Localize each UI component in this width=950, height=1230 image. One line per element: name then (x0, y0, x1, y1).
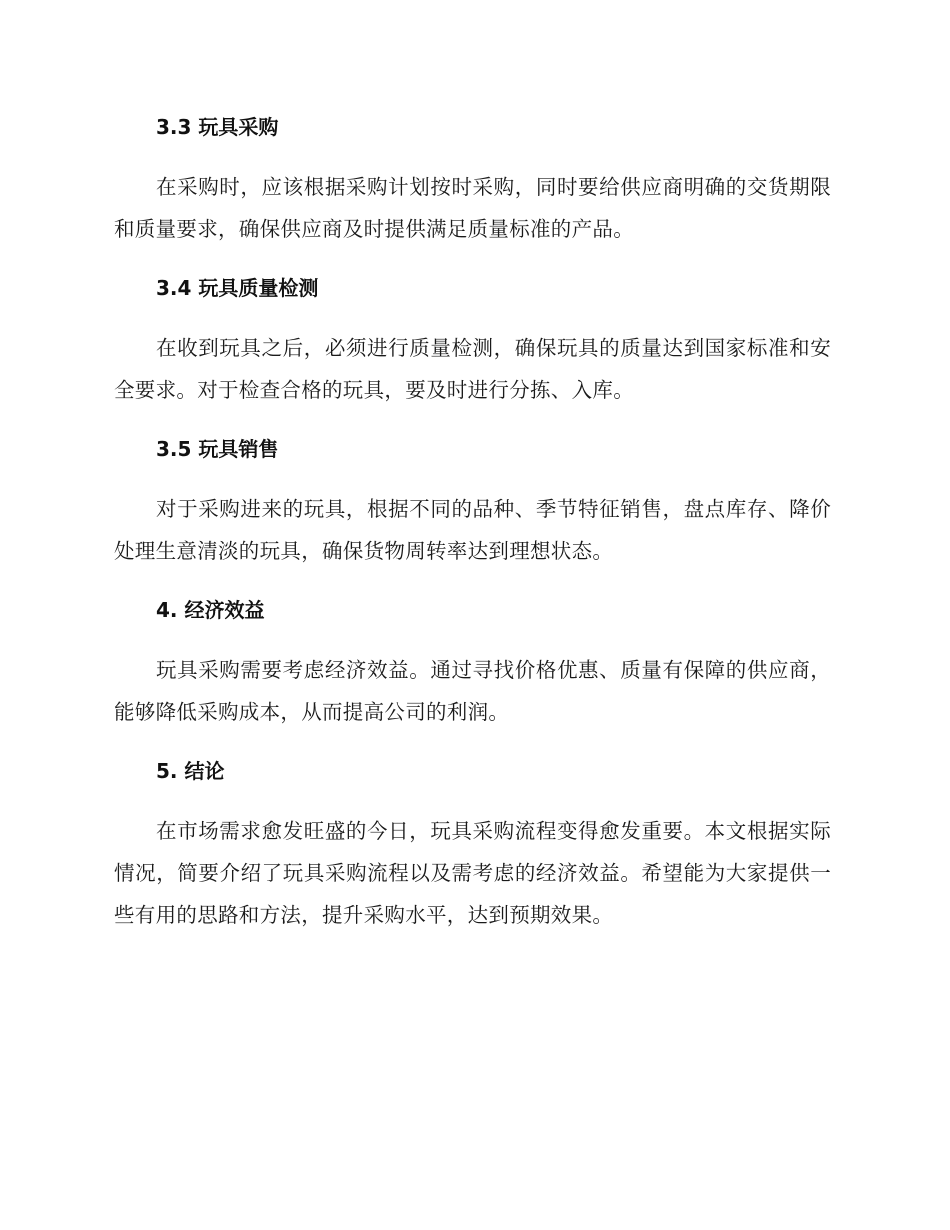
section-paragraph: 在采购时，应该根据采购计划按时采购，同时要给供应商明确的交货期限和质量要求，确保供应商及时提供满足质量标准的产品。 (114, 175, 831, 241)
section-toy-quality-inspection (114, 274, 831, 411)
section-heading: 3.5 玩具销售 (156, 437, 279, 461)
section-toy-sales (114, 435, 831, 572)
section-paragraph: 在市场需求愈发旺盛的今日，玩具采购流程变得愈发重要。本文根据实际情况，简要介绍了玩具采购流程以及需考虑的经济效益。希望能为大家提供一些有用的思路和方法，提升采购水平，达到预期效果。 (114, 819, 831, 927)
section-paragraph: 在收到玩具之后，必须进行质量检测，确保玩具的质量达到国家标准和安全要求。对于检查合格的玩具，要及时进行分拣、入库。 (114, 336, 831, 402)
section-paragraph: 玩具采购需要考虑经济效益。通过寻找价格优惠、质量有保障的供应商，能够降低采购成本，从而提高公司的利润。 (114, 658, 831, 724)
section-heading: 3.3 玩具采购 (156, 115, 279, 139)
section-heading: 3.4 玩具质量检测 (156, 276, 319, 300)
section-heading: 4. 经济效益 (156, 598, 265, 622)
section-conclusion (114, 757, 831, 936)
section-paragraph: 对于采购进来的玩具，根据不同的品种、季节特征销售，盘点库存、降价处理生意清淡的玩具，确保货物周转率达到理想状态。 (114, 497, 831, 563)
section-toy-purchasing (114, 113, 831, 250)
section-heading: 5. 结论 (156, 759, 225, 783)
section-economic-benefits (114, 596, 831, 733)
